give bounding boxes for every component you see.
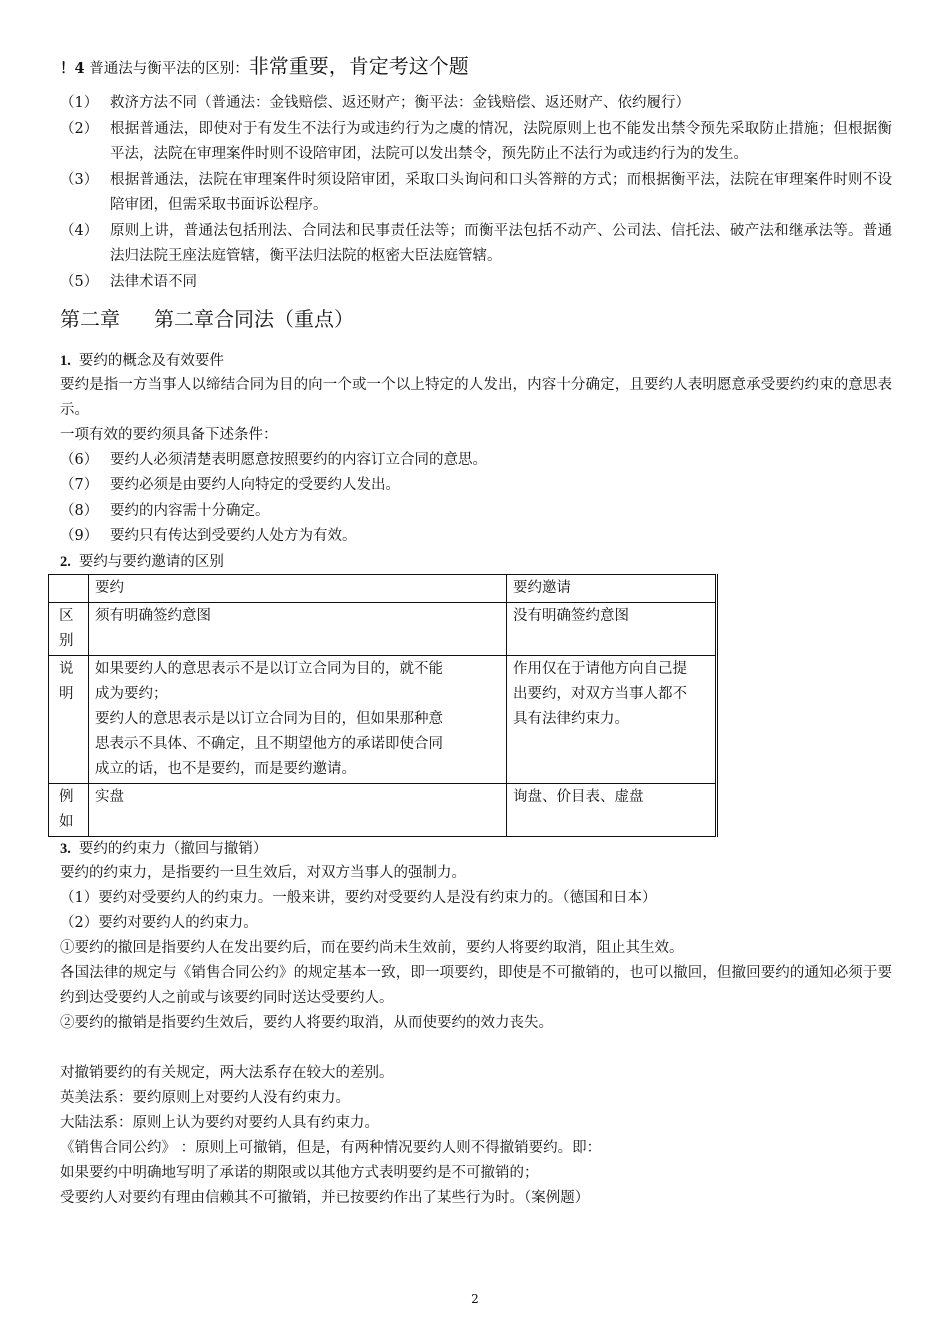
paragraph: （2）要约对要约人的约束力。 bbox=[60, 914, 258, 931]
comparison-table bbox=[48, 574, 718, 837]
section-heading-offer-vs-invitation: 2. 要约与要约邀请的区别 bbox=[60, 553, 224, 570]
paragraph: ②要约的撤销是指要约生效后，要约人将要约取消，从而使要约的效力丧失。 bbox=[60, 1014, 553, 1031]
offer-cell: 须有明确签约意图 bbox=[89, 602, 507, 655]
difference-list bbox=[60, 91, 892, 295]
page-number: 2 bbox=[471, 1292, 479, 1306]
list-item: （6） 要约人必须清楚表明愿意按照要约的内容订立合同的意思。 bbox=[60, 451, 487, 468]
paragraph: 《销售合同公约》 ：原则上可撤销，但是，有两种情况要约人则不得撤销要约。即： bbox=[60, 1139, 602, 1156]
chapter-label: 第二章 bbox=[60, 307, 120, 331]
section-title: 普通法与衡平法的区别： bbox=[89, 61, 249, 77]
offer-cell: 如果要约人的意思表示不是以订立合同为目的，就不能 成为要约； 要约人的意思表示是以订立合同为目的，但如果那种意 思表示不具体、不确定，且不期望他方的承诺即使合同 成立的话，也不是要约，而是要约邀请。 bbox=[89, 655, 507, 783]
invitation-cell: 没有明确签约意图 bbox=[507, 602, 717, 655]
section-heading-binding-force: 3. 要约的约束力（撤回与撤销） bbox=[60, 840, 268, 857]
paragraph: 如果要约中明确地写明了承诺的期限或以其他方式表明要约是不可撤销的； bbox=[60, 1164, 539, 1181]
paragraph: 大陆法系：原则上认为要约对要约人具有约束力。 bbox=[60, 1114, 379, 1131]
paragraph: （1）要约对受要约人的约束力。一般来讲，要约对受要约人是没有约束力的。（德国和日本） bbox=[60, 889, 657, 906]
offer-cell: 实盘 bbox=[89, 783, 507, 836]
row-label: 说 明 bbox=[49, 655, 89, 783]
table-row bbox=[49, 602, 717, 655]
importance-mark: ！4 bbox=[60, 60, 85, 77]
chapter-heading bbox=[60, 297, 892, 341]
emphasis-note: 非常重要，肯定考这个题 bbox=[248, 54, 469, 78]
document-page bbox=[60, 48, 892, 1211]
paragraph: 要约的约束力，是指要约一旦生效后，对双方当事人的强制力。 bbox=[60, 864, 466, 881]
section-heading-offer: 1. 要约的概念及有效要件 bbox=[60, 353, 224, 369]
invitation-cell: 作用仅在于请他方向自己提 出要约，对双方当事人都不 具有法律约束力。 bbox=[507, 655, 717, 783]
table-header-row bbox=[49, 574, 717, 602]
condition-list bbox=[60, 448, 892, 550]
conditions-intro: 一项有效的要约须具备下述条件： bbox=[60, 427, 278, 443]
row-label: 区 别 bbox=[49, 602, 89, 655]
list-item: （4） 原则上讲，普通法包括刑法、合同法和民事责任法等；而衡平法包括不动产、公司法、信托法、破产法和继承法等。普通法归法院王座法庭管辖，衡平法归法院的枢密大臣法庭管辖。 bbox=[60, 222, 892, 264]
list-item: （9） 要约只有传达到受要约人处方为有效。 bbox=[60, 528, 357, 544]
paragraph: 英美法系：要约原则上对要约人没有约束力。 bbox=[60, 1089, 350, 1106]
chapter-title: 第二章合同法（重点） bbox=[154, 307, 354, 331]
table-row bbox=[49, 655, 717, 783]
table-header-cell: 要约邀请 bbox=[507, 574, 717, 602]
list-item: （7） 要约必须是由要约人向特定的受要约人发出。 bbox=[60, 477, 400, 493]
table-header-cell bbox=[49, 574, 89, 602]
list-item: （2） 根据普通法，即使对于有发生不法行为或违约行为之虞的情况，法院原则上也不能发出禁令预先采取防止措施；但根据衡平法，法院在审理案件时则不设陪审团，法院可以发出禁令，预先防止不法行为或违约行为的发生。 bbox=[60, 120, 892, 162]
paragraph: ①要约的撤回是指要约人在发出要约后，而在要约尚未生效前，要约人将要约取消，阻止其生效。 bbox=[60, 939, 684, 956]
list-item: （8） 要约的内容需十分确定。 bbox=[60, 502, 270, 519]
list-item: （1） 救济方法不同（普通法：金钱赔偿、返还财产；衡平法：金钱赔偿、返还财产、依约履行） bbox=[60, 95, 690, 111]
table-row bbox=[49, 783, 717, 836]
invitation-cell: 询盘、价目表、虚盘 bbox=[507, 783, 717, 836]
table-header-cell: 要约 bbox=[89, 574, 507, 602]
paragraph: 受要约人对要约有理由信赖其不可撤销，并已按要约作出了某些行为时。（案例题） bbox=[60, 1189, 590, 1206]
offer-definition: 要约是指一方当事人以缔结合同为目的向一个或一个以上特定的人发出，内容十分确定，且要约人表明愿意承受要约约束的意思表示。 bbox=[60, 377, 892, 418]
paragraph: 各国法律的规定与《销售合同公约》的规定基本一致，即一项要约，即使是不可撤销的，也可以撤回，但撤回要约的通知必须于要约到达受要约人之前或与该要约同时送达受要约人。 bbox=[60, 964, 892, 1006]
row-label: 例 如 bbox=[49, 783, 89, 836]
section-heading-common-vs-equity bbox=[60, 48, 892, 87]
list-item: （3） 根据普通法，法院在审理案件时须设陪审团，采取口头询问和口头答辩的方式；而根据衡平法，法院在审理案件时则不设陪审团，但需采取书面诉讼程序。 bbox=[60, 171, 892, 213]
list-item: （5） 法律术语不同 bbox=[60, 273, 197, 290]
paragraph: 对撤销要约的有关规定，两大法系存在较大的差别。 bbox=[60, 1064, 394, 1081]
